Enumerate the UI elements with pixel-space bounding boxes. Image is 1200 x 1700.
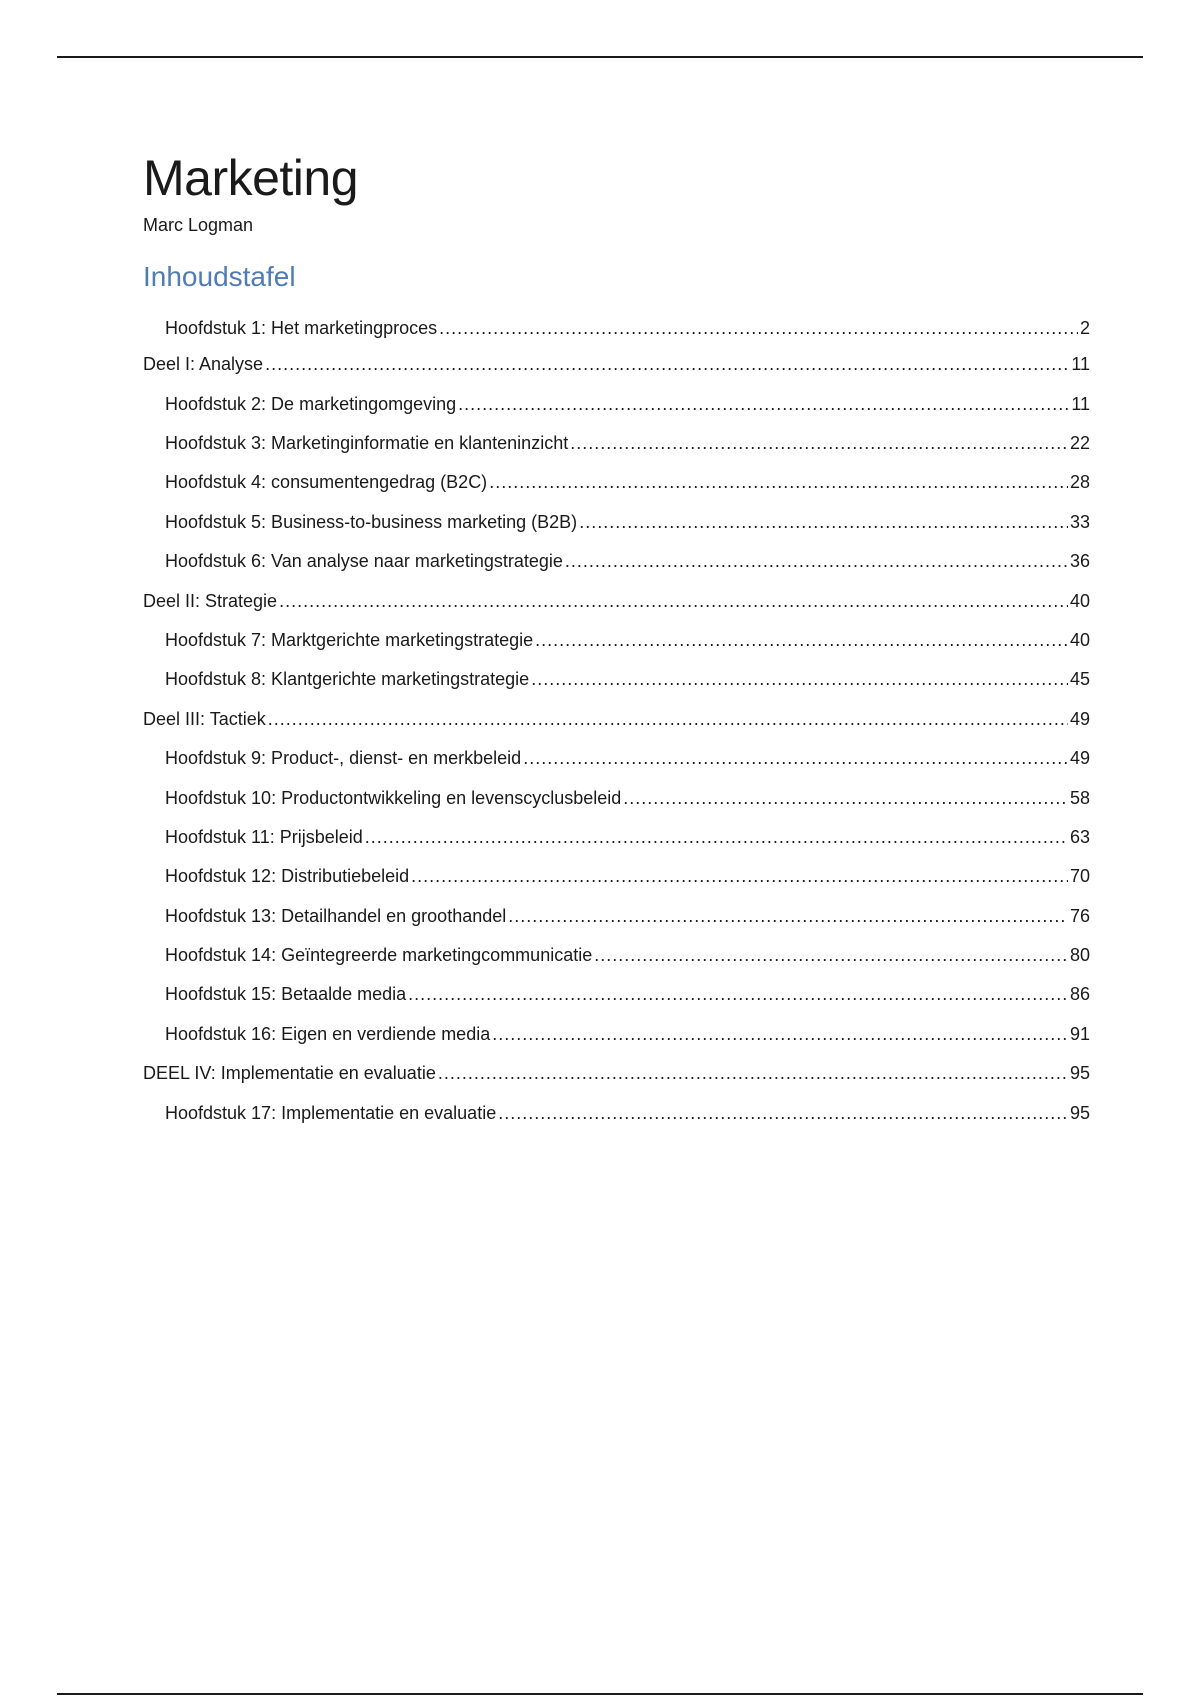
toc-entry[interactable] [143,629,1090,668]
toc-entry-label: Hoofdstuk 14: Geïntegreerde marketingcommunicatie [165,945,593,966]
toc-entry-label: Hoofdstuk 1: Het marketingproces [165,318,438,339]
toc-leader-dots [438,1062,1068,1084]
header-rule [57,56,1143,58]
toc-entry[interactable] [143,826,1090,865]
toc-entry-label: Hoofdstuk 5: Business-to-business marketing (B2B) [165,511,578,532]
toc-entry-page: 11 [1071,354,1090,375]
toc-leader-dots [508,905,1068,927]
toc-heading: Inhoudstafel [143,261,296,292]
toc-entry-page: 70 [1069,866,1090,887]
toc-leader-dots [411,865,1068,887]
toc-entry-label: Hoofdstuk 3: Marketinginformatie en klanteninzicht [165,433,569,454]
toc-entry-page: 91 [1069,1023,1090,1044]
toc-entry-page: 33 [1069,511,1090,532]
toc-entry[interactable] [143,511,1090,550]
toc-entry[interactable] [143,471,1090,510]
toc-entry-label: Hoofdstuk 12: Distributiebeleid [165,866,410,887]
toc-entry[interactable] [143,1102,1090,1141]
toc-leader-dots [498,1102,1068,1124]
toc-leader-dots [531,668,1068,690]
toc-leader-dots [535,629,1068,651]
toc-entry-page: 2 [1079,318,1090,339]
toc-entry-label: Hoofdstuk 2: De marketingomgeving [165,393,457,414]
toc-entry-label: Deel II: Strategie [143,590,278,611]
toc-entry[interactable] [143,747,1090,786]
toc-entry[interactable] [143,865,1090,904]
toc-leader-dots [265,353,1069,375]
toc-entry-page: 22 [1069,433,1090,454]
toc-entry-page: 28 [1069,472,1090,493]
toc-entry[interactable] [143,317,1090,353]
toc-entry-label: Deel I: Analyse [143,354,264,375]
toc-entry-label: Deel III: Tactiek [143,708,266,729]
table-of-contents [143,317,1090,1141]
toc-entry[interactable] [143,983,1090,1022]
toc-entry[interactable] [143,905,1090,944]
document-title: Marketing [143,150,359,206]
toc-leader-dots [579,511,1068,533]
toc-entry[interactable] [143,944,1090,983]
toc-entry[interactable] [143,590,1090,629]
toc-entry-page: 45 [1069,669,1090,690]
toc-entry-label: Hoofdstuk 17: Implementatie en evaluatie [165,1102,497,1123]
toc-entry-label: Hoofdstuk 13: Detailhandel en groothandel [165,905,507,926]
toc-entry-label: Hoofdstuk 10: Productontwikkeling en levenscyclusbeleid [165,787,622,808]
toc-entry-label: Hoofdstuk 7: Marktgerichte marketingstrategie [165,629,534,650]
toc-entry-page: 49 [1069,708,1090,729]
toc-leader-dots [523,747,1068,769]
document-body [143,148,1090,1141]
toc-leader-dots [623,787,1068,809]
toc-entry[interactable] [143,1062,1090,1101]
toc-leader-dots [408,983,1068,1005]
toc-entry-page: 40 [1069,629,1090,650]
toc-entry-page: 80 [1069,945,1090,966]
toc-entry-page: 86 [1069,984,1090,1005]
toc-entry[interactable] [143,787,1090,826]
toc-leader-dots [570,432,1068,454]
toc-entry-label: Hoofdstuk 8: Klantgerichte marketingstrategie [165,669,530,690]
toc-entry[interactable] [143,1023,1090,1062]
toc-entry-label: Hoofdstuk 11: Prijsbeleid [165,826,363,847]
toc-entry[interactable] [143,668,1090,707]
toc-entry[interactable] [143,432,1090,471]
toc-leader-dots [594,944,1068,966]
toc-leader-dots [492,1023,1068,1045]
toc-entry-page: 11 [1071,393,1090,414]
toc-entry-label: Hoofdstuk 15: Betaalde media [165,984,407,1005]
toc-leader-dots [268,708,1068,730]
toc-leader-dots [439,317,1078,339]
toc-entry-page: 95 [1069,1102,1090,1123]
toc-entry-label: DEEL IV: Implementatie en evaluatie [143,1063,436,1084]
toc-entry-label: Hoofdstuk 9: Product-, dienst- en merkbeleid [165,748,522,769]
toc-entry-page: 36 [1069,551,1090,572]
toc-entry-label: Hoofdstuk 6: Van analyse naar marketingstrategie [165,551,563,572]
toc-entry-page: 63 [1069,826,1090,847]
toc-entry-label: Hoofdstuk 16: Eigen en verdiende media [165,1023,491,1044]
toc-entry[interactable] [143,353,1090,392]
toc-leader-dots [458,393,1069,415]
toc-entry-page: 76 [1069,905,1090,926]
footer-rule [57,1693,1143,1695]
toc-entry[interactable] [143,393,1090,432]
toc-leader-dots [365,826,1068,848]
toc-entry-page: 49 [1069,748,1090,769]
toc-leader-dots [565,550,1068,572]
toc-entry-page: 95 [1069,1063,1090,1084]
document-author: Marc Logman [143,215,254,235]
toc-entry-page: 58 [1069,787,1090,808]
toc-entry-label: Hoofdstuk 4: consumentengedrag (B2C) [165,472,488,493]
toc-leader-dots [279,590,1068,612]
toc-leader-dots [489,471,1068,493]
toc-entry-page: 40 [1069,590,1090,611]
toc-entry[interactable] [143,550,1090,589]
toc-entry[interactable] [143,708,1090,747]
